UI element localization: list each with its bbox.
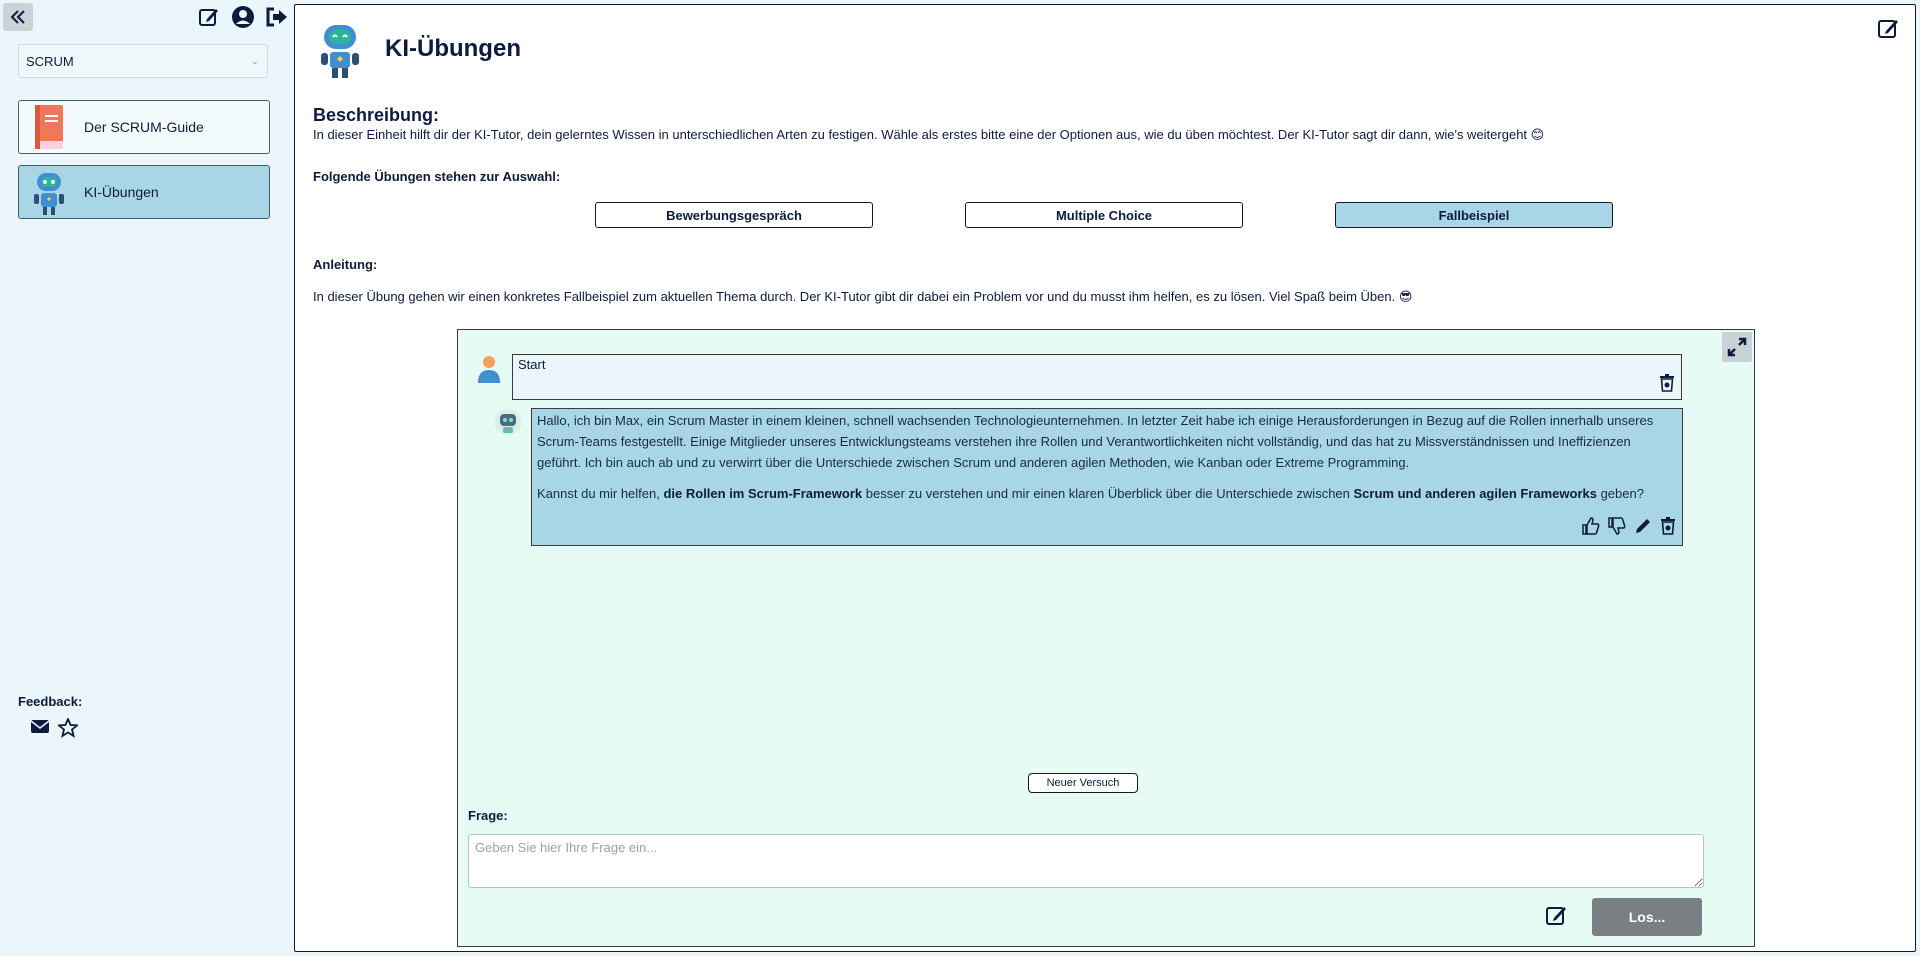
- question-label: Frage:: [468, 808, 508, 823]
- bot-message-question: Kannst du mir helfen, die Rollen im Scrum-Framework besser zu verstehen und mir einen klaren Überblick über die Unterschiede zwischen Scrum und anderen agilen Frameworks geben?: [537, 486, 1644, 501]
- delete-message-button[interactable]: [1660, 517, 1676, 541]
- logout-button[interactable]: [264, 4, 290, 30]
- main-panel: [294, 4, 1916, 952]
- sidebar-item-ki-uebungen[interactable]: [18, 165, 270, 219]
- robot-icon: [315, 21, 365, 81]
- user-message-text: Start: [518, 357, 546, 372]
- trash-icon: [1660, 517, 1676, 535]
- sidebar-item-scrum-guide[interactable]: [18, 100, 270, 154]
- description-heading: Beschreibung:: [313, 105, 440, 125]
- sidebar: [0, 0, 288, 956]
- chat-panel: [457, 329, 1755, 947]
- thumbs-up-icon: [1582, 517, 1600, 535]
- instructions-text: In dieser Übung gehen wir einen konkretes Fallbeispiel zum aktuellen Thema durch. Der KI-Tutor gibt dir dabei ein Problem vor und du musst ihm helfen, es zu lösen. Viel Spaß beim Üben. 😎: [313, 289, 1413, 304]
- page-title: KI-Übungen: [385, 35, 521, 62]
- edit-icon: [1545, 904, 1569, 926]
- option-fallbeispiel-button[interactable]: Fallbeispiel: [1335, 202, 1613, 228]
- edit-notes-button[interactable]: [196, 4, 222, 30]
- logout-icon: [265, 6, 289, 28]
- robot-icon: [29, 167, 69, 217]
- edit-message-button[interactable]: [1634, 517, 1652, 541]
- thumbs-up-button[interactable]: [1582, 517, 1600, 541]
- thumbs-down-button[interactable]: [1608, 517, 1626, 541]
- mail-feedback-button[interactable]: [30, 718, 50, 743]
- options-heading: Folgende Übungen stehen zur Auswahl:: [313, 169, 561, 184]
- edit-prompt-button[interactable]: [1545, 904, 1569, 931]
- edit-icon: [1877, 17, 1901, 39]
- expand-chat-button[interactable]: [1722, 332, 1752, 362]
- sidebar-item-label: KI-Übungen: [84, 184, 159, 200]
- bot-avatar-icon: [494, 408, 522, 436]
- instructions-heading: Anleitung:: [313, 257, 378, 272]
- envelope-icon: [30, 718, 50, 734]
- chevron-down-icon: ⌄: [250, 55, 259, 67]
- pencil-icon: [1634, 517, 1652, 535]
- delete-message-button[interactable]: [1659, 374, 1675, 395]
- rating-feedback-button[interactable]: [58, 718, 78, 743]
- submit-button[interactable]: Los...: [1592, 898, 1702, 936]
- double-chevron-left-icon: [10, 10, 26, 24]
- bot-message-paragraph: Hallo, ich bin Max, ein Scrum Master in einem kleinen, schnell wachsenden Technologieunternehmen. In letzter Zeit habe ich einige Herausforderungen in Bezug auf die Rollen innerhalb unseres Scrum-Teams festgestellt. Einige Mitglieder unseres Entwicklungsteams verstehen ihre Rollen und Verantwortlichkeiten nicht vollständig, und das hat zu Missverständnissen und Ineffizienzen geführt. Ich bin auch ab und zu verwirrt über die Unterschiede zwischen Scrum und anderen agilen Methoden, wie Kanban oder Extreme Programming.: [537, 413, 1654, 470]
- description-text: In dieser Einheit hilft dir der KI-Tutor, dein gelerntes Wissen in unterschiedlichen Arten zu festigen. Wähle als erstes bitte eine der Optionen aus, wie du üben möchtest. Der KI-Tutor sagt dir dann, wie's weitergeht 😊: [313, 127, 1545, 142]
- expand-icon: [1727, 337, 1747, 357]
- user-avatar-icon: [476, 354, 502, 384]
- profile-button[interactable]: [230, 4, 256, 30]
- collapse-sidebar-button[interactable]: [3, 3, 33, 31]
- user-circle-icon: [231, 5, 255, 29]
- star-icon: [58, 718, 78, 738]
- course-select-value: SCRUM: [26, 53, 74, 69]
- user-message: [512, 354, 1682, 400]
- retry-button[interactable]: Neuer Versuch: [1028, 773, 1138, 793]
- option-bewerbungsgespraech-button[interactable]: Bewerbungsgespräch: [595, 202, 873, 228]
- course-select[interactable]: [18, 44, 268, 78]
- thumbs-down-icon: [1608, 517, 1626, 535]
- sidebar-item-label: Der SCRUM-Guide: [84, 119, 204, 135]
- question-input[interactable]: [468, 834, 1704, 888]
- edit-icon: [198, 6, 220, 28]
- option-multiple-choice-button[interactable]: Multiple Choice: [965, 202, 1243, 228]
- book-icon: [29, 102, 69, 152]
- edit-page-button[interactable]: [1877, 17, 1901, 44]
- feedback-label: Feedback:: [18, 694, 83, 709]
- bot-message: [531, 408, 1683, 546]
- trash-icon: [1659, 374, 1675, 392]
